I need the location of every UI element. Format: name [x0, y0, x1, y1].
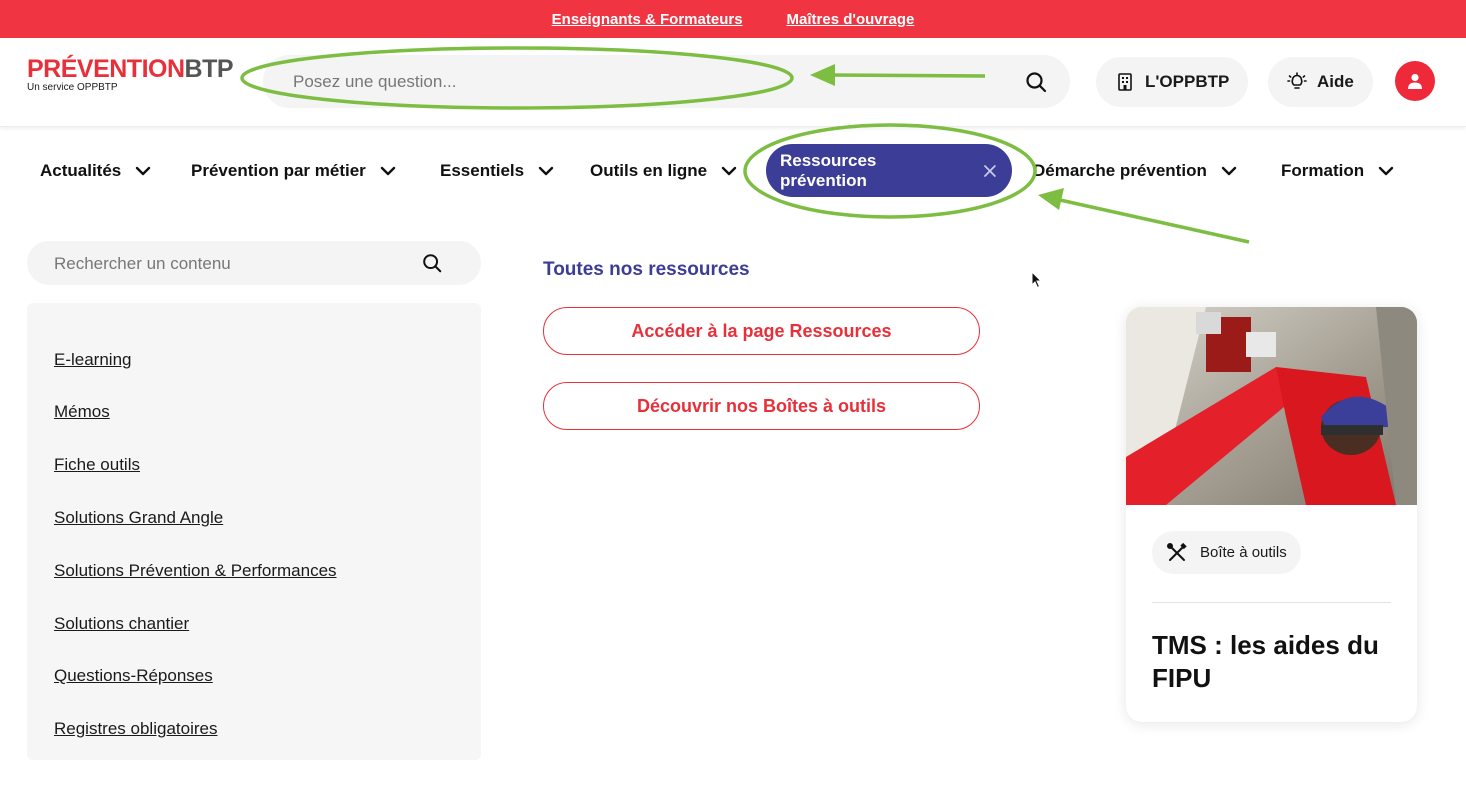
menu-link-e-learning[interactable]: E-learning — [54, 350, 132, 369]
main-search-input[interactable] — [293, 69, 993, 95]
menu-link-fiche-outils[interactable]: Fiche outils — [54, 455, 140, 474]
nav-item-formation[interactable] — [1281, 144, 1394, 197]
logo-text-prevention: PRÉVENTION — [27, 55, 185, 83]
discover-toolboxes-button[interactable]: Découvrir nos Boîtes à outils — [543, 382, 980, 430]
nav-label: Formation — [1281, 160, 1365, 180]
main-search-bar — [263, 55, 1070, 108]
content-search-bar — [27, 241, 481, 285]
chevron-down-icon — [1221, 163, 1237, 179]
menu-link-registres-obligatoires[interactable]: Registres obligatoires — [54, 719, 218, 738]
nav-item-ressources-prevention[interactable] — [766, 144, 1012, 197]
header — [0, 38, 1466, 127]
card-divider — [1152, 602, 1391, 603]
annotation-arrow-ressources-line — [1060, 200, 1249, 242]
nav-label: Démarche prévention — [1033, 160, 1207, 180]
logo-text-btp: BTP — [184, 55, 234, 83]
resources-menu-panel — [27, 303, 481, 760]
nav-label: Ressources prévention — [780, 150, 877, 190]
nav-item-demarche-prevention[interactable] — [1033, 144, 1237, 197]
logo[interactable] — [27, 56, 233, 93]
menu-link-memos[interactable]: Mémos — [54, 402, 110, 421]
menu-link-questions-reponses[interactable]: Questions-Réponses — [54, 666, 213, 685]
lightbulb-icon — [1287, 72, 1307, 92]
resources-heading: Toutes nos ressources — [543, 259, 750, 280]
tools-icon — [1166, 542, 1188, 564]
nav-label: Outils en ligne — [590, 160, 708, 180]
content-search-input[interactable] — [54, 253, 414, 275]
card-image — [1126, 307, 1417, 505]
user-icon — [1406, 72, 1424, 90]
link-enseignants-formateurs[interactable]: Enseignants & Formateurs — [551, 10, 743, 28]
top-bar — [0, 0, 1466, 38]
featured-card[interactable] — [1126, 307, 1417, 722]
nav-label: Prévention par métier — [191, 160, 366, 180]
aide-button[interactable] — [1268, 57, 1373, 107]
chevron-down-icon — [538, 163, 554, 179]
menu-link-solutions-grand-angle[interactable]: Solutions Grand Angle — [54, 508, 224, 527]
menu-link-solutions-prevention-performances[interactable]: Solutions Prévention & Performances — [54, 561, 337, 580]
building-icon — [1115, 72, 1135, 92]
nav-item-prevention-par-metier[interactable] — [191, 144, 396, 197]
chevron-down-icon — [380, 163, 396, 179]
nav-label: Actualités — [40, 160, 122, 180]
access-resources-page-button[interactable]: Accéder à la page Ressources — [543, 307, 980, 355]
chevron-down-icon — [721, 163, 737, 179]
menu-link-solutions-chantier[interactable]: Solutions chantier — [54, 614, 190, 633]
logo-subtitle: Un service OPPBTP — [27, 82, 118, 93]
card-title[interactable]: TMS : les aides du FIPU — [1152, 630, 1379, 693]
mouse-cursor — [1031, 271, 1043, 289]
oppbtp-label: L'OPPBTP — [1145, 72, 1230, 91]
chevron-down-icon — [1378, 163, 1394, 179]
nav-item-essentiels[interactable] — [440, 144, 554, 197]
main-nav — [0, 144, 1466, 198]
card-tag — [1152, 531, 1301, 574]
search-icon[interactable] — [1024, 70, 1048, 94]
oppbtp-button[interactable] — [1096, 57, 1248, 107]
user-account-button[interactable] — [1395, 61, 1435, 101]
nav-label: Essentiels — [440, 160, 525, 180]
aide-label: Aide — [1317, 72, 1354, 91]
link-maitres-ouvrage[interactable]: Maîtres d'ouvrage — [786, 10, 915, 28]
card-tag-label: Boîte à outils — [1200, 544, 1287, 561]
chevron-down-icon — [135, 163, 151, 179]
search-icon[interactable] — [421, 252, 443, 274]
nav-item-actualites[interactable] — [40, 144, 151, 197]
nav-item-outils-en-ligne[interactable] — [590, 144, 737, 197]
close-icon[interactable] — [982, 163, 998, 179]
